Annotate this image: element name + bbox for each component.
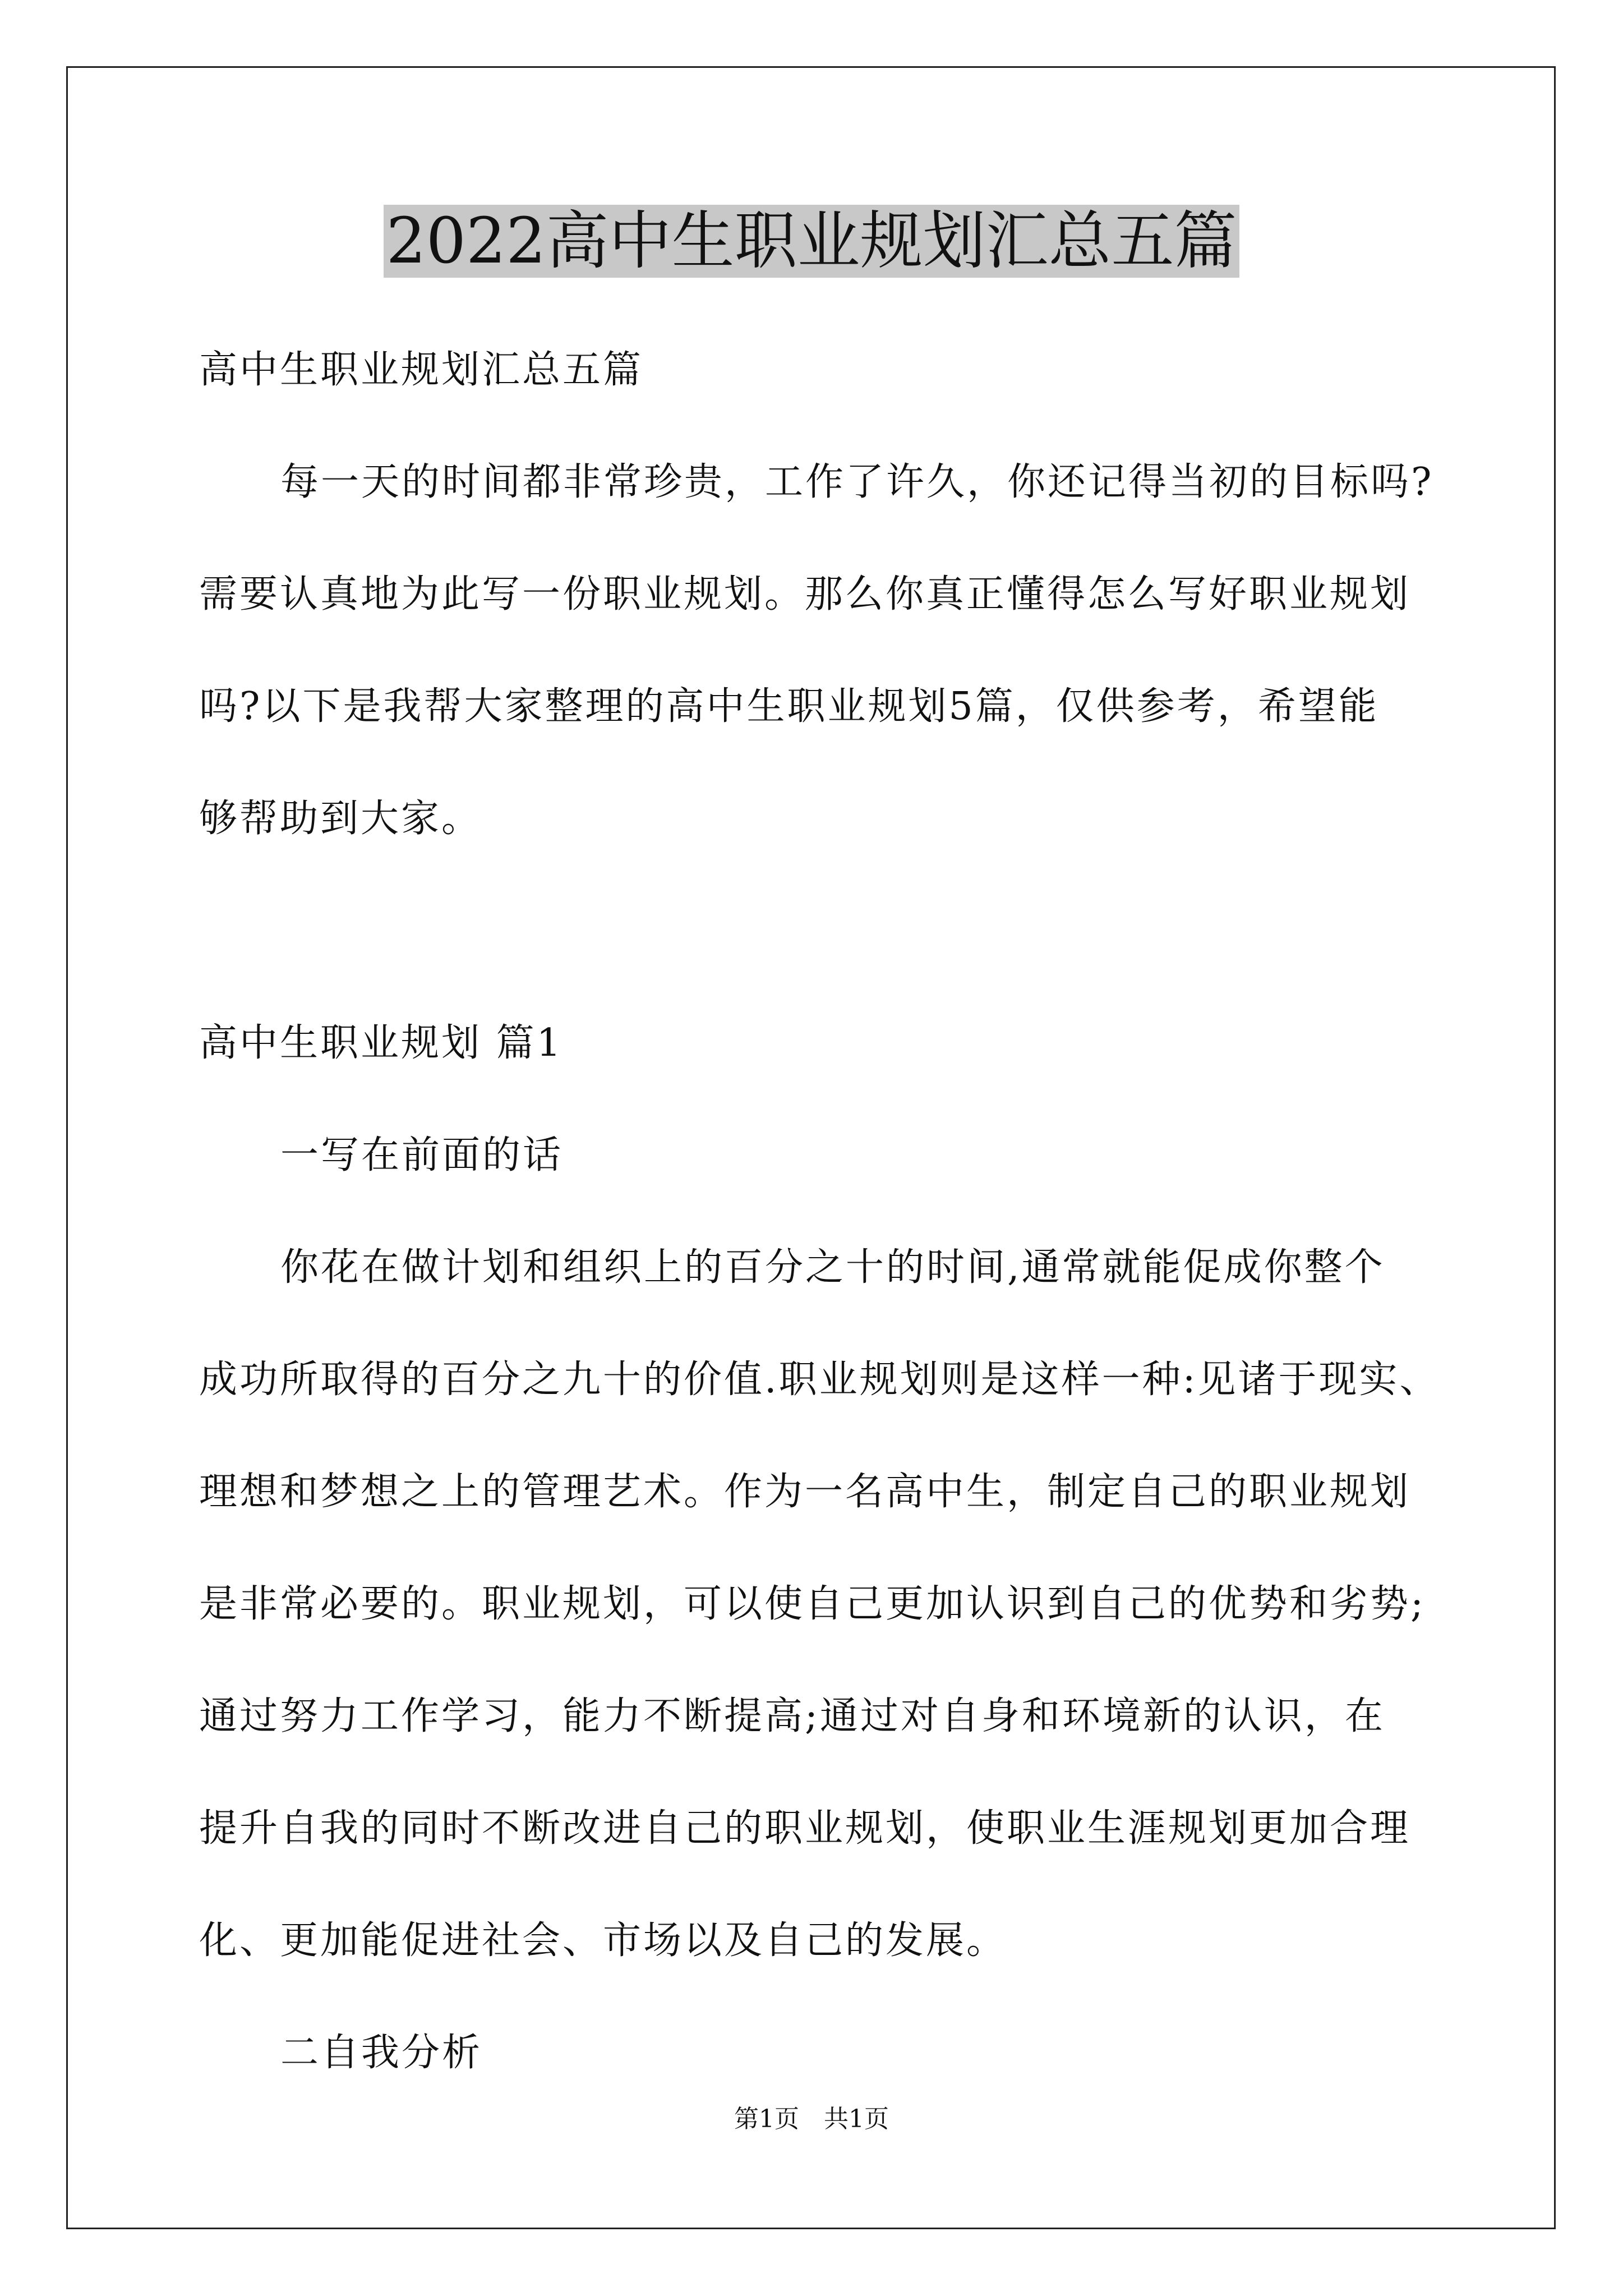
document-title	[0, 199, 1623, 283]
page-number: 第1页	[734, 2105, 799, 2133]
page-total: 共1页	[824, 2105, 889, 2133]
sub-heading-intro: 一写在前面的话	[280, 1133, 564, 1177]
body-line-7: 化、更加能促进社会、市场以及自己的发展。	[199, 1918, 1007, 1963]
body-line-3: 理想和梦想之上的管理艺术。作为一名高中生，制定自己的职业规划	[199, 1470, 1411, 1514]
intro-line-3: 吗?以下是我帮大家整理的高中生职业规划5篇，仅供参考，希望能	[199, 684, 1379, 729]
intro-line-4: 够帮助到大家。	[199, 797, 482, 841]
section-gap	[199, 875, 1427, 987]
section-heading: 高中生职业规划 篇1	[199, 1021, 563, 1065]
sub-heading-self-analysis: 二自我分析	[280, 2031, 483, 2075]
body-line-1: 你花在做计划和组织上的百分之十的时间,通常就能促成你整个	[280, 1245, 1385, 1290]
document-subtitle: 高中生职业规划汇总五篇	[199, 348, 644, 392]
intro-line-2: 需要认真地为此写一份职业规划。那么你真正懂得怎么写好职业规划	[199, 572, 1411, 616]
document-title-text: 2022高中生职业规划汇总五篇	[384, 205, 1239, 278]
document-body	[199, 314, 1440, 2109]
body-line-4: 是非常必要的。职业规划，可以使自己更加认识到自己的优势和劣势;	[199, 1582, 1426, 1626]
body-line-5: 通过努力工作学习，能力不断提高;通过对自身和环境新的认识，在	[199, 1694, 1385, 1738]
intro-line-1: 每一天的时间都非常珍贵，工作了许久，你还记得当初的目标吗?	[280, 460, 1434, 504]
page-footer	[0, 2102, 1623, 2136]
body-line-2: 成功所取得的百分之九十的价值.职业规划则是这样一种:见诸于现实、	[199, 1358, 1440, 1402]
body-line-6: 提升自我的同时不断改进自己的职业规划，使职业生涯规划更加合理	[199, 1806, 1411, 1851]
